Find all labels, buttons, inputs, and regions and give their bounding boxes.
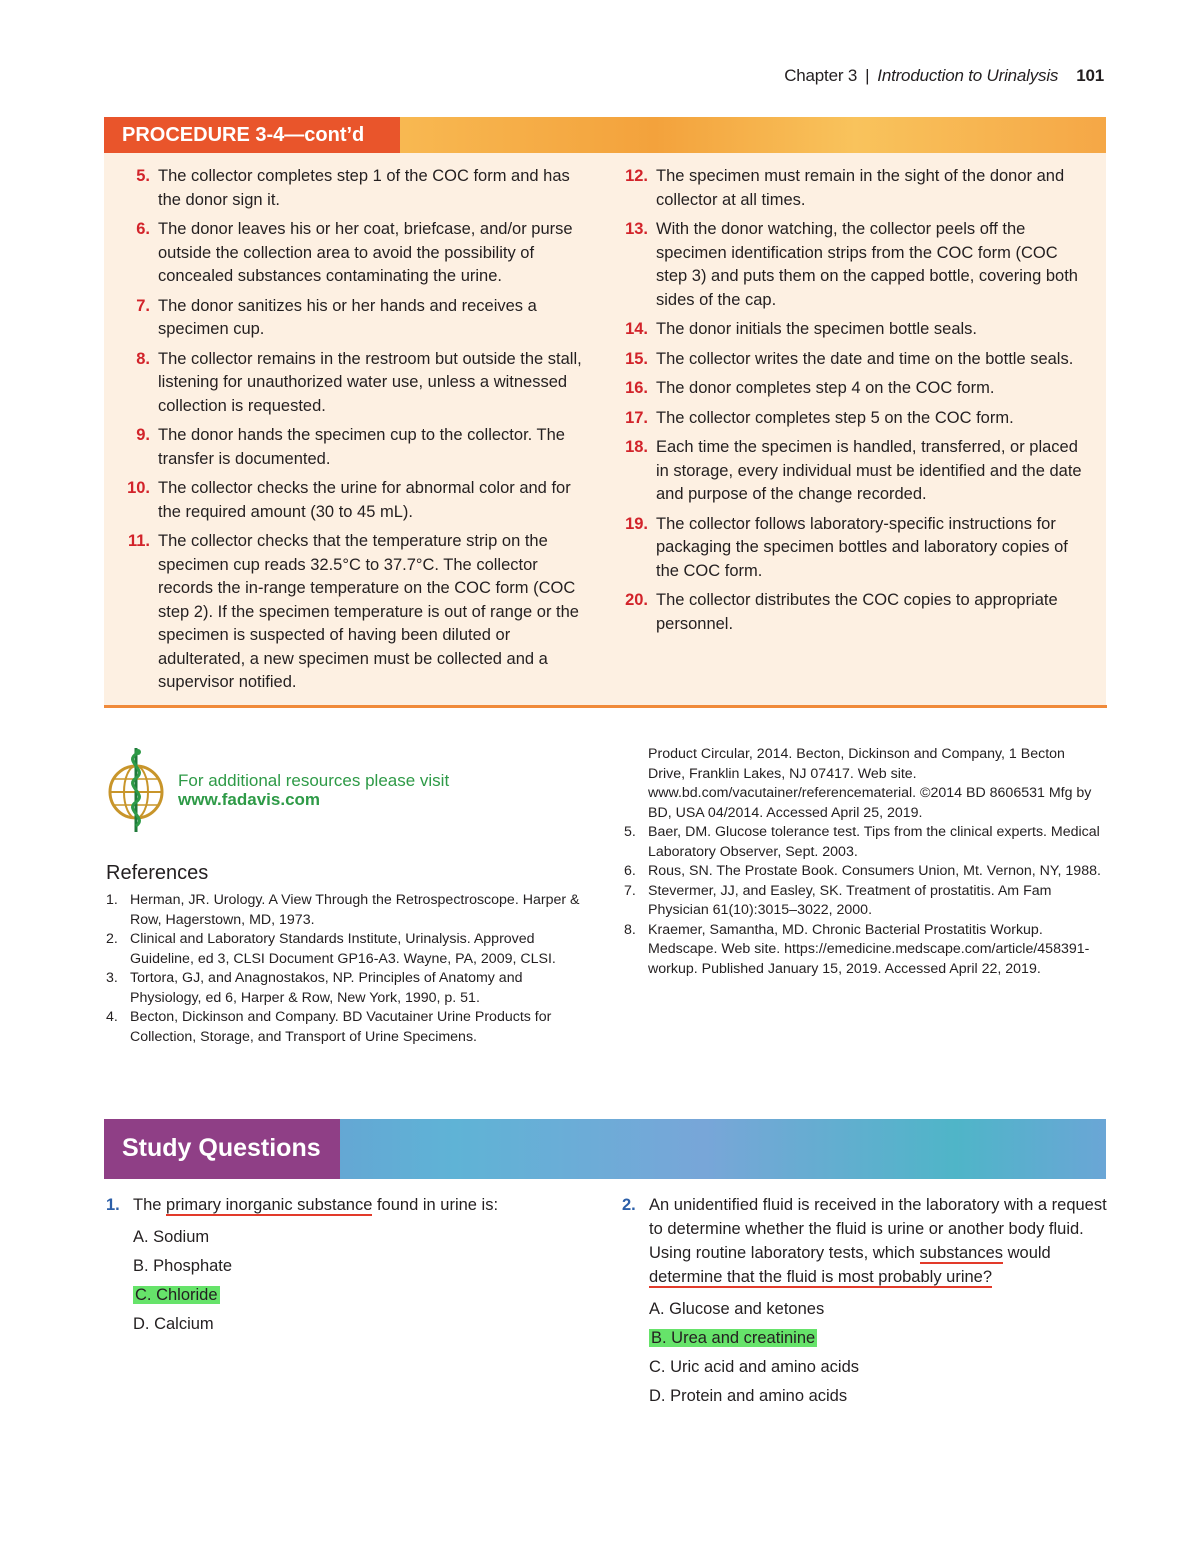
answer-option[interactable]: B. Phosphate: [133, 1257, 233, 1275]
procedure-step: 17. The collector completes step 5 on the COC form.: [625, 408, 1014, 427]
procedure-step: 18. Each time the specimen is handled, transferred, or placed in storage, every individual must be identified and the date and purpose of the change recorded.: [625, 438, 1082, 503]
procedure-bottom-rule: [104, 705, 1107, 708]
red-underline-annotation: determine that the fluid is most probably urine?: [649, 1268, 993, 1286]
running-head: [784, 66, 1104, 86]
procedure-step: 9. The donor hands the specimen cup to the collector. The transfer is documented.: [136, 426, 565, 468]
caduceus-globe-icon: [104, 744, 168, 834]
answer-option-highlighted[interactable]: [649, 1324, 1108, 1353]
reference-item: 8. Kraemer, Samantha, MD. Chronic Bacterial Prostatitis Workup. Medscape. Web site. https://emedicine.medscape.com/article/458391-workup. Published January 15, 2019. Accessed April 22, 2019.: [624, 921, 1090, 977]
procedure-step: 12. The specimen must remain in the sight of the donor and collector at all times.: [625, 167, 1065, 209]
procedure-step: 20. The collector distributes the COC copies to appropriate personnel.: [625, 591, 1058, 633]
green-highlight: C. Chloride: [135, 1286, 218, 1304]
reference-item: 5. Baer, DM. Glucose tolerance test. Tips from the clinical experts. Medical Laboratory Observer, Sept. 2003.: [624, 824, 1100, 860]
question-number: 1.: [106, 1196, 120, 1214]
study-question-1: [106, 1193, 586, 1339]
question-text: The primary inorganic substance found in urine is:: [133, 1196, 499, 1214]
references-heading: References: [106, 862, 209, 884]
study-questions-title: Study Questions: [104, 1119, 340, 1179]
procedure-step: 14. The donor initials the specimen bottle seals.: [625, 320, 978, 338]
red-underline-annotation: substances: [919, 1244, 1004, 1262]
answer-option[interactable]: A. Sodium: [133, 1228, 210, 1246]
answer-options: [622, 1295, 1108, 1411]
references-list-right: [624, 745, 1104, 979]
procedure-step: 11. The collector checks that the temperature strip on the specimen cup reads 32.5°C to 37.7°C. The collector records the in-range temperature on the COC form (COC step 2). If the specimen temperature is out of range or the specimen is suspected of having been diluted or adulterated, a new specimen must be collected and a supervisor notified.: [127, 532, 579, 691]
answer-option[interactable]: C. Uric acid and amino acids: [649, 1358, 860, 1376]
resources-text: For additional resources please visit: [178, 771, 450, 790]
answer-option[interactable]: D. Protein and amino acids: [649, 1387, 848, 1405]
chapter-subtitle: Introduction to Urinalysis: [877, 66, 1059, 85]
reference-item: 1. Herman, JR. Urology. A View Through the Retrospectroscope. Harper & Row, Hagerstown, MD, 1973.: [106, 892, 580, 928]
reference-item: 6. Rous, SN. The Prostate Book. Consumers Union, Mt. Vernon, NY, 1988.: [624, 863, 1101, 879]
page-number: 101: [1076, 66, 1104, 85]
references-list-left: [106, 891, 586, 1047]
procedure-steps-right: [602, 165, 1082, 642]
procedure-step: 13. With the donor watching, the collector peels off the specimen identification strips from the COC form (COC step 3) and puts them on the capped bottle, covering both sides of the cap.: [625, 220, 1078, 309]
reference-item: 3. Tortora, GJ, and Anagnostakos, NP. Principles of Anatomy and Physiology, ed 6, Harper & Row, New York, 1990, p. 51.: [106, 970, 523, 1006]
reference-item: 4. Becton, Dickinson and Company. BD Vacutainer Urine Products for Collection, Storage, and Transport of Urine Specimens.: [106, 1009, 552, 1045]
procedure-step: 8. The collector remains in the restroom but outside the stall, listening for unauthorized water use, unless a witnessed collection is requested.: [136, 349, 582, 415]
study-question-2: [622, 1193, 1108, 1411]
reference-item: 2. Clinical and Laboratory Standards Institute, Urinalysis. Approved Guideline, ed 3, CLSI Document GP16-A3. Wayne, PA, 2009, CLSI.: [106, 931, 556, 967]
question-number: 2.: [622, 1196, 636, 1214]
procedure-step: 15. The collector writes the date and time on the bottle seals.: [625, 349, 1074, 368]
procedure-title: PROCEDURE 3-4—cont’d: [104, 117, 400, 153]
resources-link[interactable]: www.fadavis.com: [178, 790, 321, 809]
additional-resources: [178, 771, 449, 809]
header-separator: |: [865, 66, 870, 85]
chapter-label: Chapter 3: [784, 66, 858, 85]
answer-option[interactable]: D. Calcium: [133, 1315, 214, 1333]
procedure-steps-left: [104, 165, 594, 701]
reference-continuation: Product Circular, 2014. Becton, Dickinson and Company, 1 Becton Drive, Franklin Lakes, NJ 07417. Web site. www.bd.com/vacutainer/referencematerial. ©2014 BD 8606531 Mfg by BD, USA 04/2014. Accessed April 25, 2019.: [648, 746, 1092, 821]
procedure-step: 10. The collector checks the urine for abnormal color and for the required amount (30 to 45 mL).: [127, 479, 571, 521]
procedure-step: 7. The donor sanitizes his or her hands and receives a specimen cup.: [136, 296, 537, 338]
answer-option-highlighted[interactable]: [133, 1281, 586, 1310]
procedure-step: 5. The collector completes step 1 of the COC form and has the donor sign it.: [136, 167, 570, 209]
procedure-step: 16. The donor completes step 4 on the COC form.: [625, 379, 995, 397]
red-underline-annotation: primary inorganic substance: [166, 1196, 373, 1214]
green-highlight: B. Urea and creatinine: [651, 1329, 816, 1347]
question-text: An unidentified fluid is received in the laboratory with a request to determine whether the fluid is urine or another body fluid. Using routine laboratory tests, which substances would determine that the fluid is most probably urine?: [649, 1196, 1107, 1286]
answer-option[interactable]: A. Glucose and ketones: [649, 1300, 825, 1318]
procedure-step: 6. The donor leaves his or her coat, briefcase, and/or purse outside the collection area to avoid the possibility of concealed substances contaminating the urine.: [136, 220, 573, 285]
answer-options: [106, 1223, 586, 1339]
procedure-step: 19. The collector follows laboratory-specific instructions for packaging the specimen bottles and laboratory copies of the COC form.: [625, 514, 1068, 580]
reference-item: 7. Stevermer, JJ, and Easley, SK. Treatment of prostatitis. Am Fam Physician 61(10):3015–3022, 2000.: [624, 882, 1052, 918]
